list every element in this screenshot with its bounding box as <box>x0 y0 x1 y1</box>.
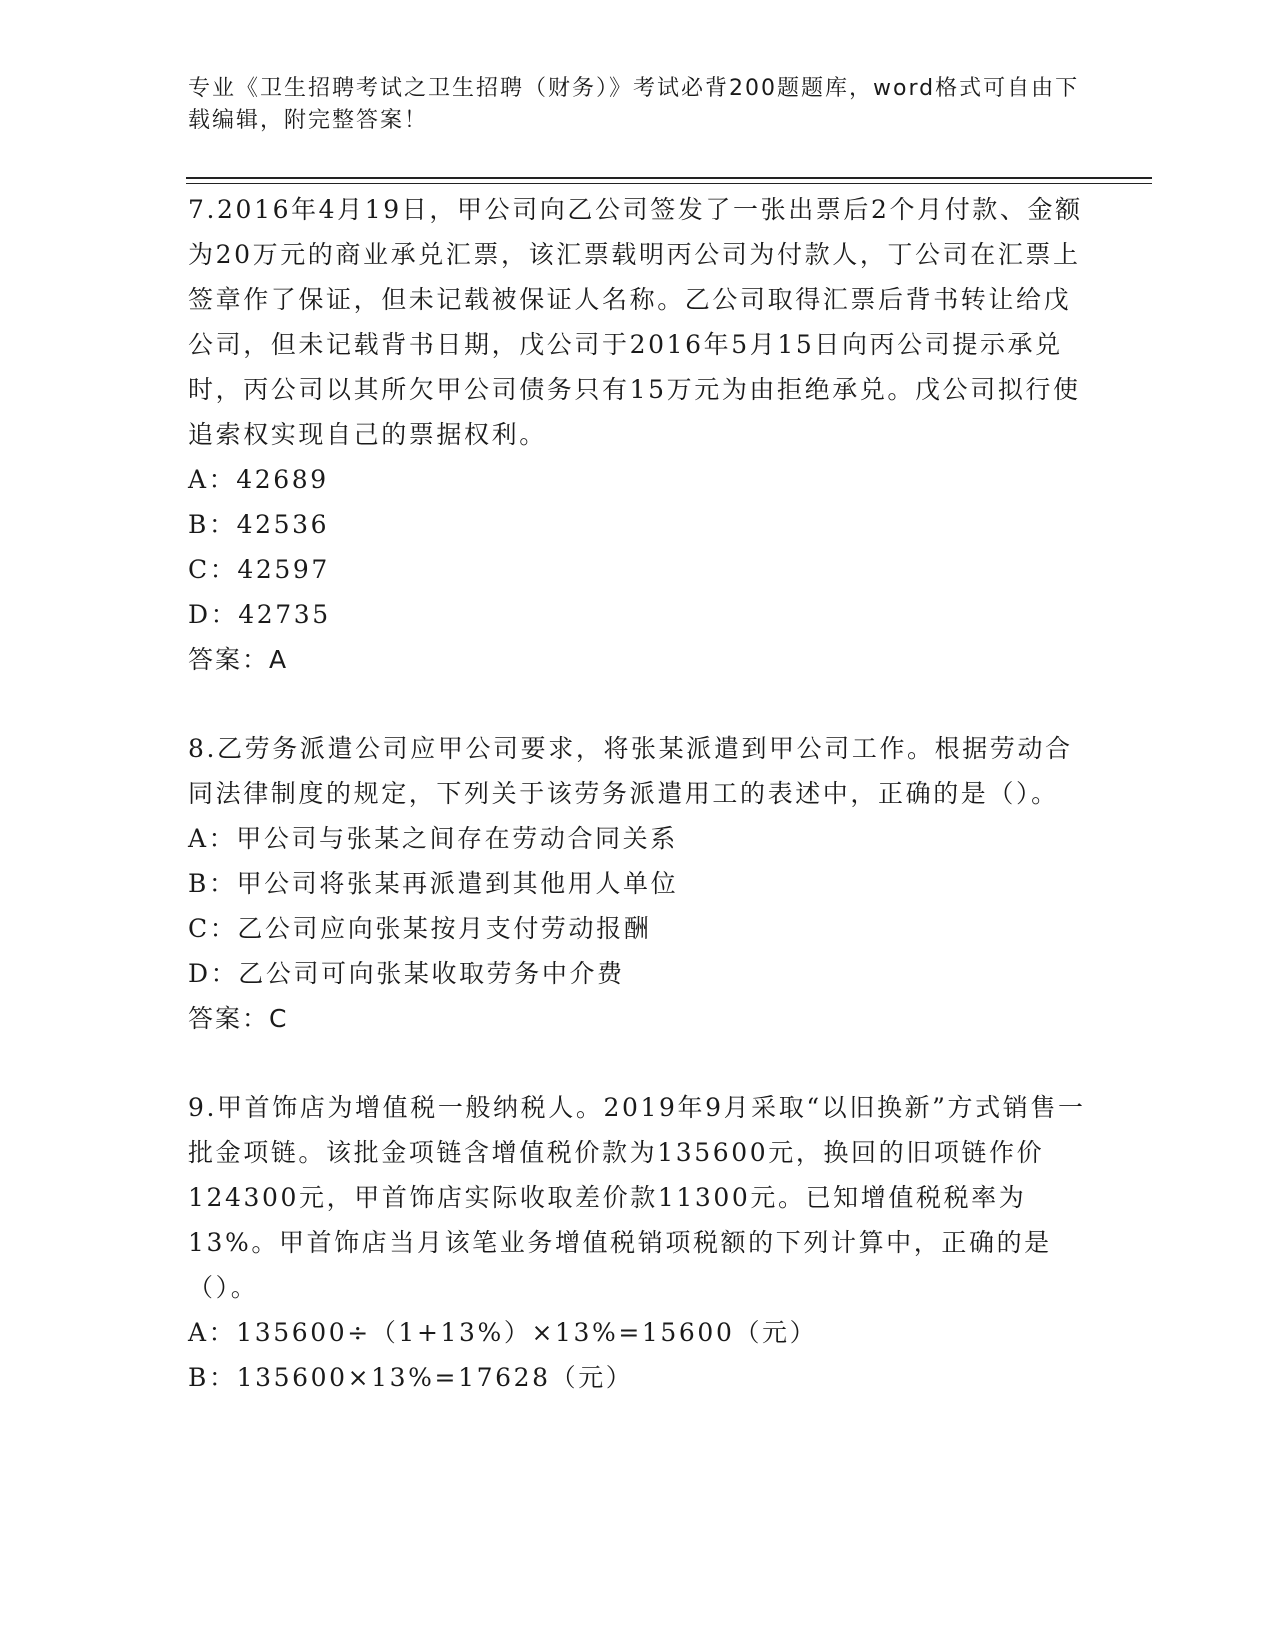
question-spacer <box>188 1041 1088 1085</box>
option-a: A：42689 <box>188 465 329 494</box>
header-divider-thick <box>186 177 1152 179</box>
question-text: 9.甲首饰店为增值税一般纳税人。2019年9月采取“以旧换新”方式销售一批金项链。该批金项链含增值税价款为135600元，换回的旧项链作价124300元，甲首饰店实际收取差价款11300元。已知增值税税率为13%。甲首饰店当月该笔业务增值税销项税额的下列计算中，正确的是（）。 <box>188 1093 1086 1302</box>
question-text: 7.2016年4月19日，甲公司向乙公司签发了一张出票后2个月付款、金额为20万元的商业承兑汇票，该汇票载明丙公司为付款人，丁公司在汇票上签章作了保证，但未记载被保证人名称。乙公司取得汇票后背书转让给戊公司，但未记载背书日期，戊公司于2016年5月15日向丙公司提示承兑时，丙公司以其所欠甲公司债务只有15万元为由拒绝承兑。戊公司拟行使追索权实现自己的票据权利。 <box>188 195 1083 449</box>
option-c: C：42597 <box>188 555 330 584</box>
question-7 <box>188 187 1088 682</box>
option-a: A：甲公司与张某之间存在劳动合同关系 <box>188 824 678 853</box>
answer: 答案：C <box>188 1004 289 1033</box>
document-header: 专业《卫生招聘考试之卫生招聘（财务）》考试必背200题题库，word格式可自由下载编辑，附完整答案！ <box>188 76 1080 133</box>
option-b: B：135600×13%=17628（元） <box>188 1363 634 1392</box>
question-text: 8.乙劳务派遣公司应甲公司要求，将张某派遣到甲公司工作。根据劳动合同法律制度的规定，下列关于该劳务派遣用工的表述中，正确的是（）。 <box>188 734 1073 808</box>
option-b: B：甲公司将张某再派遣到其他用人单位 <box>188 869 679 898</box>
question-spacer <box>188 682 1088 726</box>
answer: 答案：A <box>188 645 289 674</box>
option-a: A：135600÷（1+13%）×13%=15600（元） <box>188 1318 818 1347</box>
question-8 <box>188 726 1088 1041</box>
option-d: D：42735 <box>188 600 331 629</box>
option-c: C：乙公司应向张某按月支付劳动报酬 <box>188 914 652 943</box>
question-list <box>188 187 1088 1400</box>
option-d: D：乙公司可向张某收取劳务中介费 <box>188 959 625 988</box>
question-9 <box>188 1085 1088 1400</box>
option-b: B：42536 <box>188 510 330 539</box>
header-divider-thin <box>186 183 1152 184</box>
